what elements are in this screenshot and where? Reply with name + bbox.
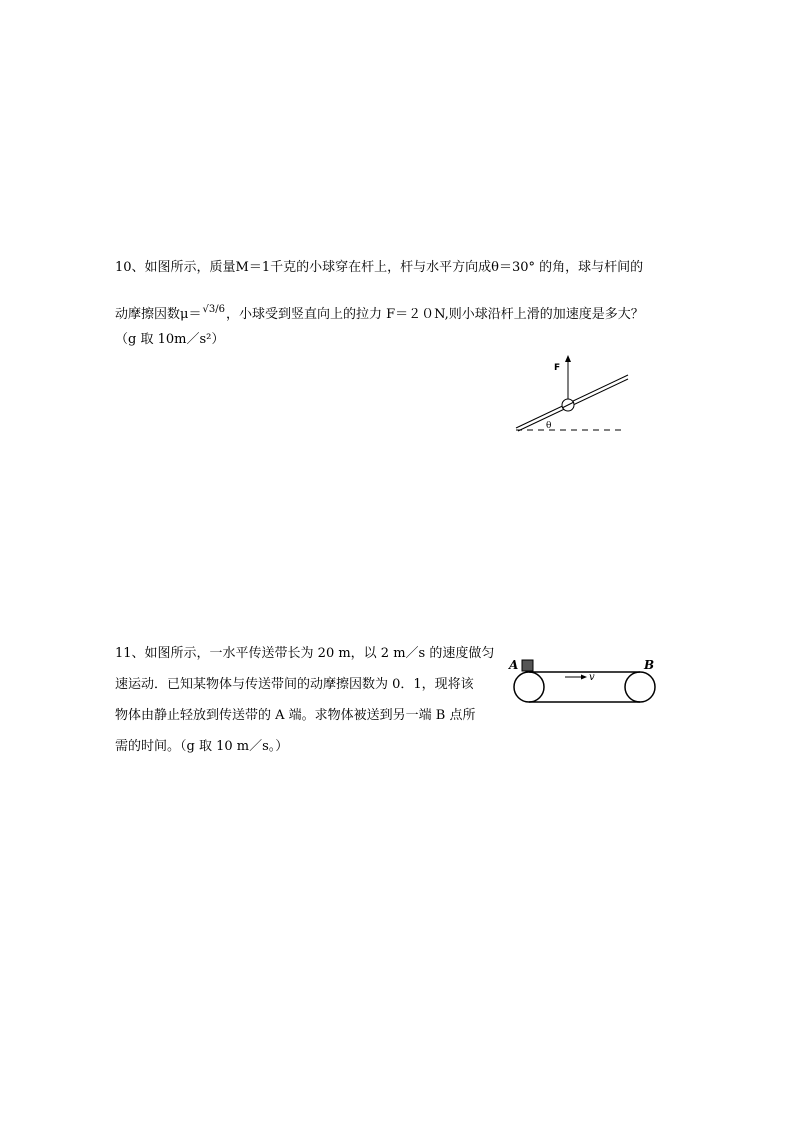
q10-rod-figure [510, 350, 640, 440]
q10-line-2 [115, 301, 644, 324]
q11-line-4: 需的时间。（g 取 10 m／s。） [115, 739, 289, 754]
mu-denominator: 6 [218, 304, 225, 315]
left-wheel [514, 672, 544, 702]
force-arrow-head [565, 355, 571, 362]
q10-mu-prefix: 动摩擦因数μ＝ [115, 307, 202, 322]
mu-fraction: √3/6 [202, 304, 225, 315]
right-wheel [625, 672, 655, 702]
label-a: A [509, 658, 519, 672]
mu-numerator: √3 [202, 304, 216, 315]
label-b: B [644, 658, 655, 672]
velocity-label: v [589, 672, 595, 683]
q10-line-1: 10、如图所示，质量M＝1千克的小球穿在杆上，杆与水平方向成θ＝30° 的角，球与杆间的 [115, 260, 644, 275]
block [522, 660, 533, 671]
force-label: F [554, 363, 561, 373]
conveyor-figure [505, 655, 665, 705]
q10-force-text: ，小球受到竖直向上的拉力 F＝２０N,则小球沿杆上滑的加速度是多大？ [225, 307, 644, 322]
velocity-arrow-head [581, 675, 587, 680]
angle-label: θ [546, 421, 552, 431]
q10-line-3: （g 取 10m／s²） [115, 332, 225, 347]
q11-line-2: 速运动．已知某物体与传送带间的动摩擦因数为 0．1，现将该 [115, 677, 474, 692]
q11-line-3: 物体由静止轻放到传送带的 A 端。求物体被送到另一端 B 点所 [115, 708, 476, 723]
q11-line-1: 11、如图所示，一水平传送带长为 20 m，以 2 m／s 的速度做匀 [115, 646, 495, 661]
